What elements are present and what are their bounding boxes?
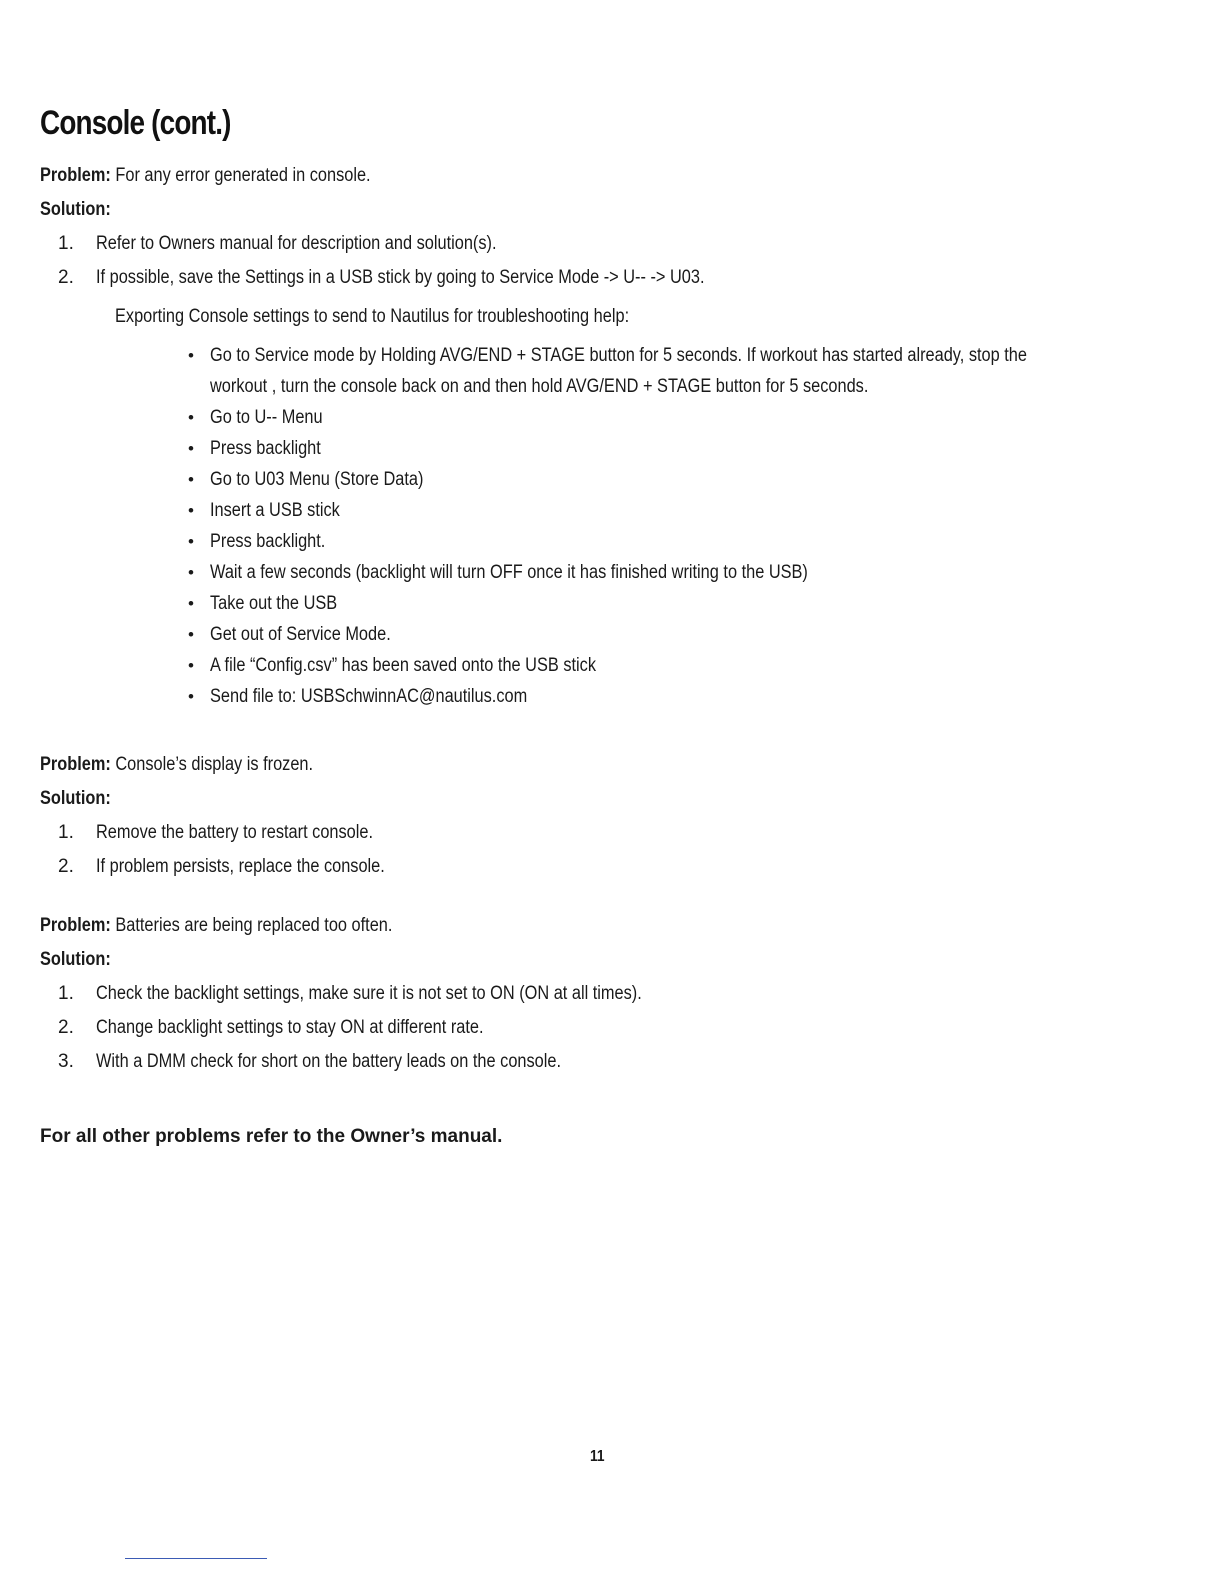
bullet-icon: • [188, 594, 194, 613]
problem-2 [40, 753, 313, 777]
step-text: If problem persists, replace the console. [96, 856, 385, 877]
list-item: Go to U-- Menu [210, 407, 323, 428]
problem-2-text: Console’s display is frozen. [115, 754, 314, 775]
problem-2-label: Problem: [40, 754, 111, 775]
problem-3-label: Problem: [40, 915, 111, 936]
solution-1-label: Solution: [40, 199, 111, 220]
problem-1 [40, 164, 371, 188]
step-number: 2. [58, 267, 74, 288]
step-number: 1. [58, 233, 74, 254]
step-text: Remove the battery to restart console. [96, 822, 374, 843]
bullet-icon: • [188, 625, 194, 644]
list-item: Go to U03 Menu (Store Data) [210, 469, 424, 490]
step-text: Check the backlight settings, make sure it is not set to ON (ON at all times). [96, 983, 642, 1004]
list-item: Send file to: USBSchwinnAC@nautilus.com [210, 686, 528, 707]
bullet-icon: • [188, 532, 194, 551]
solution-2-label: Solution: [40, 788, 111, 809]
step-number: 2. [58, 856, 74, 877]
footer-note: For all other problems refer to the Owner’s manual. [40, 1126, 503, 1147]
problem-3 [40, 914, 392, 938]
bullet-icon: • [188, 439, 194, 458]
step-number: 2. [58, 1017, 74, 1038]
problem-1-text: For any error generated in console. [115, 165, 371, 186]
step-number: 1. [58, 983, 74, 1004]
footnote-rule [125, 1558, 267, 1559]
problem-1-label: Problem: [40, 165, 111, 186]
export-heading: Exporting Console settings to send to Nautilus for troubleshooting help: [115, 306, 630, 327]
step-text: Refer to Owners manual for description and solution(s). [96, 233, 497, 254]
bullet-icon: • [188, 346, 194, 365]
step-number: 1. [58, 822, 74, 843]
step-text: With a DMM check for short on the battery leads on the console. [96, 1051, 562, 1072]
page-number: 11 [590, 1448, 605, 1465]
list-item: Get out of Service Mode. [210, 624, 391, 645]
step-number: 3. [58, 1051, 74, 1072]
bullet-icon: • [188, 501, 194, 520]
list-item: Take out the USB [210, 593, 338, 614]
list-item: A file “Config.csv” has been saved onto the USB stick [210, 655, 597, 676]
bullet-icon: • [188, 563, 194, 582]
list-item: workout , turn the console back on and then hold AVG/END + STAGE button for 5 seconds. [210, 376, 869, 397]
problem-3-text: Batteries are being replaced too often. [115, 915, 393, 936]
list-item: Go to Service mode by Holding AVG/END + STAGE button for 5 seconds. If workout has started already, stop the [210, 345, 1027, 366]
list-item: Wait a few seconds (backlight will turn OFF once it has finished writing to the USB) [210, 562, 808, 583]
solution-3-label: Solution: [40, 949, 111, 970]
page-title: Console (cont.) [40, 104, 231, 142]
bullet-icon: • [188, 470, 194, 489]
bullet-icon: • [188, 656, 194, 675]
list-item: Press backlight [210, 438, 321, 459]
list-item: Insert a USB stick [210, 500, 340, 521]
list-item: Press backlight. [210, 531, 326, 552]
step-text: If possible, save the Settings in a USB stick by going to Service Mode -> U-- -> U03. [96, 267, 705, 288]
bullet-icon: • [188, 687, 194, 706]
step-text: Change backlight settings to stay ON at different rate. [96, 1017, 484, 1038]
bullet-icon: • [188, 408, 194, 427]
